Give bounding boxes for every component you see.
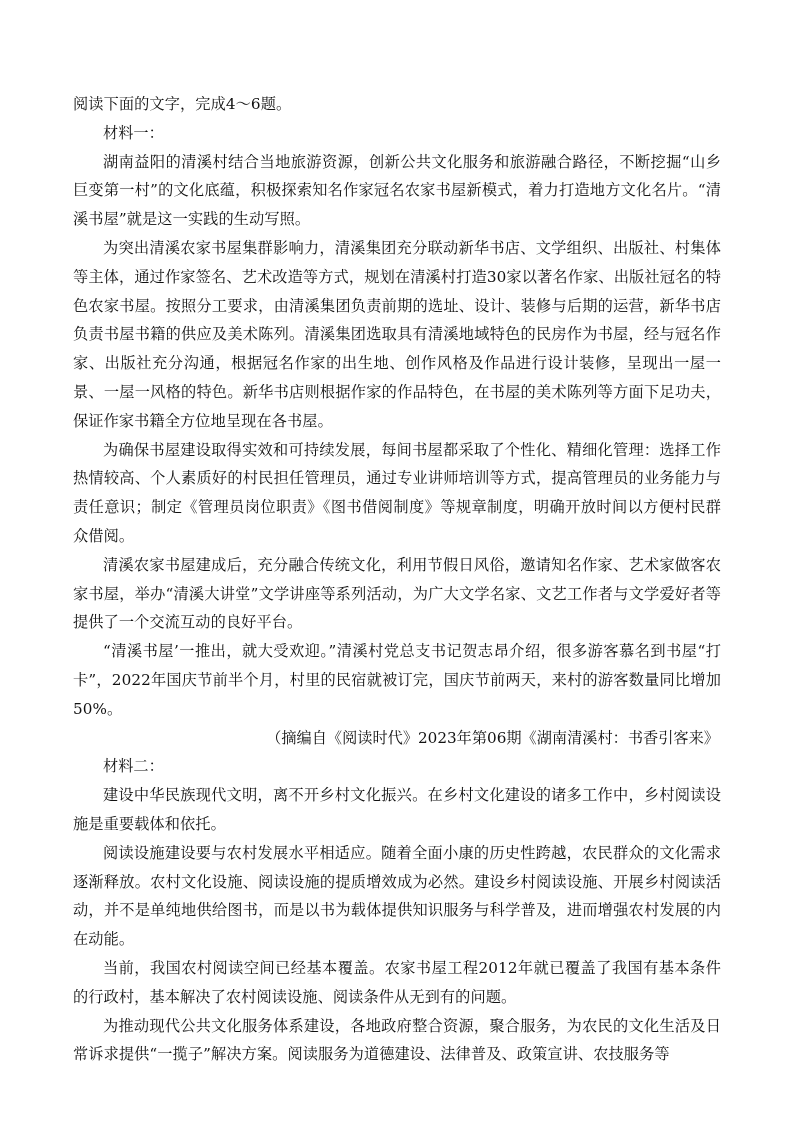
material-one-paragraph: 为突出清溪农家书屋集群影响力，清溪集团充分联动新华书店、文学组织、出版社、村集体等主体，通过作家签名、艺术改造等方式，规划在清溪村打造30家以著名作家、出版社冠名的特色农家书屋。按照分工要求，由清溪集团负责前期的选址、设计、装修与后期的运营，新华书店负责书屋书籍的供应及美术陈列。清溪集团选取具有清溪地域特色的民房作为书屋，经与冠名作家、出版社充分沟通，根据冠名作家的出生地、创作风格及作品进行设计装修，呈现出一屋一景、一屋一风格的特色。新华书店则根据作家的作品特色，在书屋的美术陈列等方面下足功夫，保证作家书籍全方位地呈现在各书屋。 bbox=[73, 238, 721, 430]
material-one-source: （摘编自《阅读时代》2023年第06期《湖南清溪村：书香引客来》 bbox=[266, 728, 719, 747]
material-two-paragraph: 当前，我国农村阅读空间已经基本覆盖。农家书屋工程2012年就已覆盖了我国有基本条件的行政村，基本解决了农村阅读设施、阅读条件从无到有的问题。 bbox=[73, 958, 721, 1006]
material-one-paragraph: 湖南益阳的清溪村结合当地旅游资源，创新公共文化服务和旅游融合路径，不断挖掘“山乡巨变第一村”的文化底蕴，积极探索知名作家冠名农家书屋新模式，着力打造地方文化名片。“清溪书屋”就是这一实践的生动写照。 bbox=[73, 152, 721, 229]
material-two-label: 材料二： bbox=[103, 757, 164, 776]
material-one-paragraph: 清溪农家书屋建成后，充分融合传统文化，利用节假日风俗，邀请知名作家、艺术家做客农家书屋，举办“清溪大讲堂”文学讲座等系列活动，为广大文学名家、文艺工作者与文学爱好者等提供了一个交流互动的良好平台。 bbox=[73, 555, 721, 632]
material-one-label: 材料一： bbox=[103, 123, 164, 142]
question-instruction: 阅读下面的文字，完成4～6题。 bbox=[73, 95, 292, 113]
material-two-paragraph: 为推动现代公共文化服务体系建设，各地政府整合资源，聚合服务，为农民的文化生活及日常诉求提供“一揽子”解决方案。阅读服务为道德建设、法律普及、政策宣讲、农技服务等 bbox=[73, 1016, 721, 1064]
material-one-paragraph: 为确保书屋建设取得实效和可持续发展，每间书屋都采取了个性化、精细化管理：选择工作热情较高、个人素质好的村民担任管理员，通过专业讲师培训等方式，提高管理员的业务能力与责任意识；制定《管理员岗位职责》《图书借阅制度》等规章制度，明确开放时间以方便村民群众借阅。 bbox=[73, 440, 721, 545]
material-one-paragraph: “清溪书屋’一推出，就大受欢迎。”清溪村党总支书记贺志昂介绍，很多游客慕名到书屋“打卡”，2022年国庆节前半个月，村里的民宿就被订完，国庆节前两天，来村的游客数量同比增加50%。 bbox=[73, 642, 721, 718]
document-body bbox=[73, 90, 721, 1069]
material-two-paragraph: 阅读设施建设要与农村发展水平相适应。随着全面小康的历史性跨越，农民群众的文化需求逐渐释放。农村文化设施、阅读设施的提质增效成为必然。建设乡村阅读设施、开展乡村阅读活动，并不是单纯地供给图书，而是以书为载体提供知识服务与科学普及，进而增强农村发展的内在动能。 bbox=[73, 843, 721, 949]
material-two-paragraph: 建设中华民族现代文明，离不开乡村文化振兴。在乡村文化建设的诸多工作中，乡村阅读设施是重要载体和依托。 bbox=[73, 786, 721, 833]
